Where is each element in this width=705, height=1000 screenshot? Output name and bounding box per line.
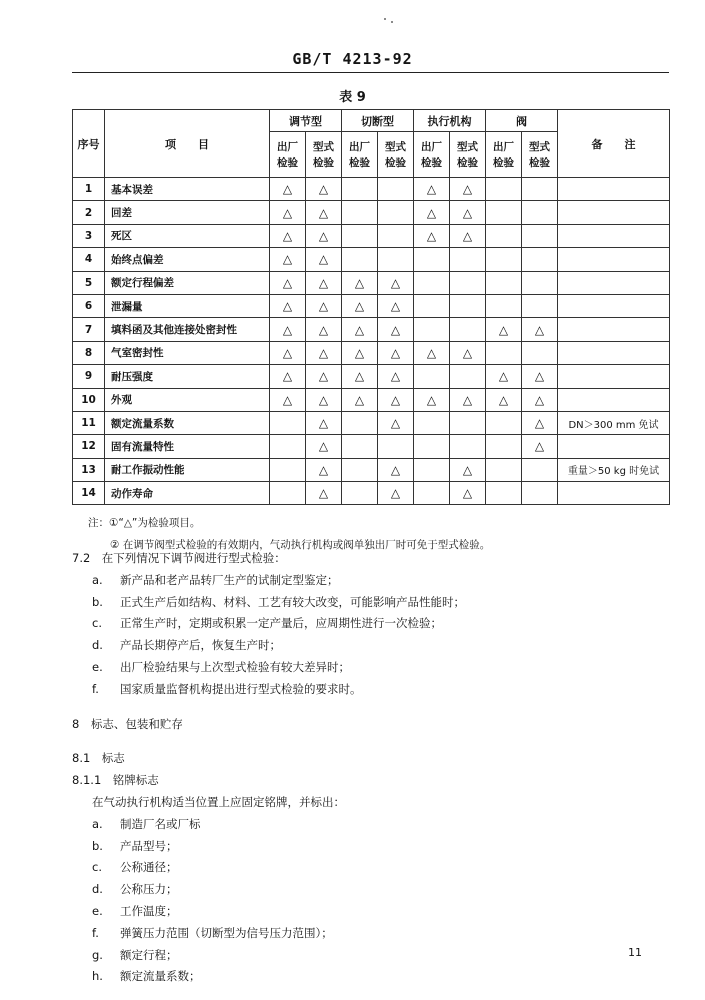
list-item-label: f. [92,681,99,696]
nameplate-list [72,814,672,988]
inspection-mark [522,458,558,481]
inspection-mark: △ [450,458,486,481]
inspection-mark: △ [270,365,306,388]
inspection-mark [450,411,486,434]
inspection-mark: △ [486,365,522,388]
inspection-mark [378,178,414,201]
list-item [72,945,672,967]
row-item: 泄漏量 [105,294,270,317]
inspection-mark: △ [414,224,450,247]
inspection-mark [450,294,486,317]
row-item: 额定行程偏差 [105,271,270,294]
inspection-mark: △ [306,318,342,341]
list-item-text: 出厂检验结果与上次型式检验有较大差异时； [120,659,350,674]
inspection-mark [486,411,522,434]
inspection-mark [414,458,450,481]
note-2: ② 在调节阀型式检验的有效期内，气动执行机构或阀单独出厂时可免于型式检验。 [110,539,491,551]
list-item [72,592,672,614]
inspection-mark: △ [414,201,450,224]
inspection-mark: △ [342,271,378,294]
row-number: 1 [73,178,105,201]
inspection-mark [414,294,450,317]
inspection-mark [450,365,486,388]
inspection-mark: △ [306,482,342,505]
inspection-mark: △ [306,248,342,271]
section-8-heading: 8 标志、包装和贮存 [72,716,183,731]
row-number: 4 [73,248,105,271]
table-row [73,458,670,481]
inspection-mark [522,178,558,201]
list-item-label: d. [92,882,103,897]
row-number: 9 [73,365,105,388]
inspection-mark: △ [378,365,414,388]
list-item-label: a. [92,816,103,831]
row-remark [558,178,670,201]
subheader-type-inspection: 型式 检验 [306,132,342,178]
row-number: 7 [73,318,105,341]
inspection-mark: △ [522,388,558,411]
inspection-mark [342,178,378,201]
inspection-mark: △ [378,482,414,505]
page-number: 11 [628,946,642,959]
row-remark: DN＞300 mm 免试 [558,411,670,434]
table-title: 表 9 [339,90,366,105]
row-number: 3 [73,224,105,247]
table-row [73,271,670,294]
inspection-mark [486,294,522,317]
section-7-2-list [72,570,672,701]
inspection-mark: △ [522,318,558,341]
inspection-mark: △ [342,318,378,341]
list-item [72,613,672,635]
inspection-mark [414,411,450,434]
row-remark [558,248,670,271]
inspection-mark: △ [378,411,414,434]
inspection-mark: △ [378,388,414,411]
subheader-factory-inspection: 出厂 检验 [414,132,450,178]
inspection-mark: △ [486,388,522,411]
table-row [73,178,670,201]
list-item-label: e. [92,903,103,918]
inspection-mark: △ [270,341,306,364]
list-item [72,901,672,923]
list-item-text: 正式生产后如结构、材料、工艺有较大改变，可能影响产品性能时； [120,594,465,609]
row-remark [558,341,670,364]
row-item: 耐工作振动性能 [105,458,270,481]
inspection-mark: △ [306,201,342,224]
inspection-mark [522,224,558,247]
row-number: 13 [73,458,105,481]
inspection-mark [414,248,450,271]
row-number: 10 [73,388,105,411]
list-item-label: c. [92,616,102,631]
row-remark [558,435,670,458]
note-1: 注：①“△”为检验项目。 [88,517,201,529]
table-row [73,435,670,458]
subheader-type-inspection: 型式 检验 [522,132,558,178]
inspection-mark: △ [378,341,414,364]
section-7-2-heading: 7.2 在下列情况下调节阀进行型式检验： [72,551,286,565]
row-number: 5 [73,271,105,294]
table-row [73,482,670,505]
inspection-mark [414,271,450,294]
inspection-mark: △ [270,201,306,224]
row-item: 动作寿命 [105,482,270,505]
row-item: 固有流量特性 [105,435,270,458]
inspection-mark: △ [450,178,486,201]
inspection-mark: △ [414,178,450,201]
row-item: 额定流量系数 [105,411,270,434]
inspection-mark: △ [522,365,558,388]
list-item-text: 正常生产时，定期或积累一定产量后，应周期性进行一次检验； [120,616,442,631]
inspection-mark: △ [342,365,378,388]
row-number: 6 [73,294,105,317]
inspection-mark [378,435,414,458]
table-row [73,341,670,364]
inspection-mark: △ [306,224,342,247]
inspection-mark [270,482,306,505]
inspection-mark [342,224,378,247]
row-remark [558,388,670,411]
inspection-table [72,109,670,505]
inspection-mark [270,458,306,481]
inspection-mark: △ [270,224,306,247]
row-item: 始终点偏差 [105,248,270,271]
inspection-mark: △ [306,271,342,294]
subheader-factory-inspection: 出厂 检验 [342,132,378,178]
inspection-mark [522,341,558,364]
row-number: 14 [73,482,105,505]
inspection-mark [378,224,414,247]
table-row [73,248,670,271]
list-item [72,814,672,836]
col-remark-header: 备 注 [558,110,670,178]
row-item: 气室密封性 [105,341,270,364]
inspection-mark: △ [270,294,306,317]
table-row [73,224,670,247]
row-remark [558,271,670,294]
list-item-label: d. [92,638,103,653]
row-remark [558,365,670,388]
list-item-label: a. [92,572,103,587]
inspection-mark: △ [450,201,486,224]
list-item-text: 产品长期停产后，恢复生产时； [120,638,281,653]
group-header-shutoff: 切断型 [342,110,414,132]
inspection-mark: △ [306,178,342,201]
inspection-mark [270,435,306,458]
inspection-mark: △ [450,388,486,411]
inspection-mark [342,482,378,505]
inspection-mark [450,271,486,294]
inspection-mark: △ [378,271,414,294]
group-header-regulating: 调节型 [270,110,342,132]
row-item: 回差 [105,201,270,224]
row-item: 耐压强度 [105,365,270,388]
inspection-mark: △ [306,294,342,317]
inspection-mark [378,201,414,224]
table-row [73,388,670,411]
list-item [72,966,672,988]
subheader-factory-inspection: 出厂 检验 [486,132,522,178]
row-remark [558,224,670,247]
list-item-label: g. [92,947,103,962]
inspection-mark: △ [270,318,306,341]
row-remark: 重量＞50 kg 时免试 [558,458,670,481]
inspection-mark: △ [450,224,486,247]
inspection-mark: △ [342,388,378,411]
inspection-mark [342,411,378,434]
subheader-type-inspection: 型式 检验 [378,132,414,178]
group-header-valve: 阀 [486,110,558,132]
header-rule [72,72,669,73]
list-item [72,679,672,701]
inspection-mark [486,248,522,271]
inspection-mark: △ [378,458,414,481]
inspection-mark: △ [306,458,342,481]
list-item-text: 公称通径； [120,860,178,875]
list-item-text: 新产品和老产品转厂生产的试制定型鉴定； [120,572,339,587]
inspection-mark: △ [450,482,486,505]
subheader-factory-inspection: 出厂 检验 [270,132,306,178]
inspection-mark: △ [306,365,342,388]
inspection-mark [486,224,522,247]
inspection-mark [522,294,558,317]
list-item-text: 弹簧压力范围（切断型为信号压力范围）； [120,925,333,940]
row-item: 基本误差 [105,178,270,201]
row-item: 外观 [105,388,270,411]
inspection-mark: △ [270,271,306,294]
inspection-mark: △ [270,248,306,271]
inspection-mark [450,318,486,341]
list-item-text: 额定行程； [120,947,178,962]
list-item [72,836,672,858]
inspection-mark: △ [378,294,414,317]
row-number: 11 [73,411,105,434]
inspection-mark: △ [378,318,414,341]
list-item-text: 制造厂名或厂标 [120,816,201,831]
list-item [72,635,672,657]
list-item [72,857,672,879]
inspection-mark: △ [522,411,558,434]
inspection-mark [486,201,522,224]
inspection-mark [342,458,378,481]
table-row [73,365,670,388]
page-header: GB/T 4213-92 [292,50,413,68]
nameplate-intro: 在气动执行机构适当位置上应固定铭牌，并标出： [92,794,345,809]
inspection-mark: △ [342,341,378,364]
inspection-mark [342,435,378,458]
inspection-mark [450,248,486,271]
inspection-mark: △ [450,341,486,364]
list-item-text: 公称压力； [120,882,178,897]
inspection-mark [522,271,558,294]
row-remark [558,294,670,317]
inspection-mark [450,435,486,458]
group-header-actuator: 执行机构 [414,110,486,132]
row-remark [558,201,670,224]
inspection-mark: △ [486,318,522,341]
table-row [73,294,670,317]
inspection-mark [486,435,522,458]
row-number: 12 [73,435,105,458]
inspection-mark [414,318,450,341]
inspection-mark [486,271,522,294]
inspection-mark: △ [306,435,342,458]
inspection-mark [486,178,522,201]
inspection-mark: △ [306,341,342,364]
row-item: 死区 [105,224,270,247]
section-8-1-1-heading: 8.1.1 铭牌标志 [72,773,159,788]
list-item [72,923,672,945]
list-item-label: b. [92,594,103,609]
list-item [72,657,672,679]
row-number: 8 [73,341,105,364]
list-item-text: 国家质量监督机构提出进行型式检验的要求时。 [120,681,362,696]
col-no-header: 序号 [73,110,105,178]
inspection-mark [486,458,522,481]
inspection-mark [378,248,414,271]
table-row [73,318,670,341]
list-item [72,570,672,592]
list-item-text: 工作温度； [120,903,178,918]
inspection-mark: △ [342,294,378,317]
inspection-mark [414,365,450,388]
inspection-mark: △ [414,341,450,364]
inspection-mark [342,248,378,271]
inspection-mark: △ [522,435,558,458]
inspection-mark [522,248,558,271]
row-item: 填料函及其他连接处密封性 [105,318,270,341]
col-item-header: 项 目 [105,110,270,178]
section-8-1-heading: 8.1 标志 [72,751,125,766]
inspection-mark [342,201,378,224]
table-row [73,411,670,434]
inspection-mark [414,482,450,505]
row-number: 2 [73,201,105,224]
inspection-mark: △ [414,388,450,411]
list-item-label: h. [92,969,103,984]
inspection-mark [486,341,522,364]
list-item-label: f. [92,925,99,940]
row-remark [558,482,670,505]
inspection-mark [414,435,450,458]
inspection-mark: △ [270,388,306,411]
list-item-text: 额定流量系数； [120,969,201,984]
table-row [73,201,670,224]
inspection-mark [270,411,306,434]
list-item-label: b. [92,838,103,853]
inspection-mark: △ [306,411,342,434]
list-item-text: 产品型号； [120,838,178,853]
list-item [72,879,672,901]
list-item-label: c. [92,860,102,875]
subheader-type-inspection: 型式 检验 [450,132,486,178]
inspection-mark [486,482,522,505]
inspection-mark [522,201,558,224]
inspection-mark [522,482,558,505]
row-remark [558,318,670,341]
body-text [72,548,672,988]
inspection-mark: △ [270,178,306,201]
list-item-label: e. [92,659,103,674]
inspection-mark: △ [306,388,342,411]
